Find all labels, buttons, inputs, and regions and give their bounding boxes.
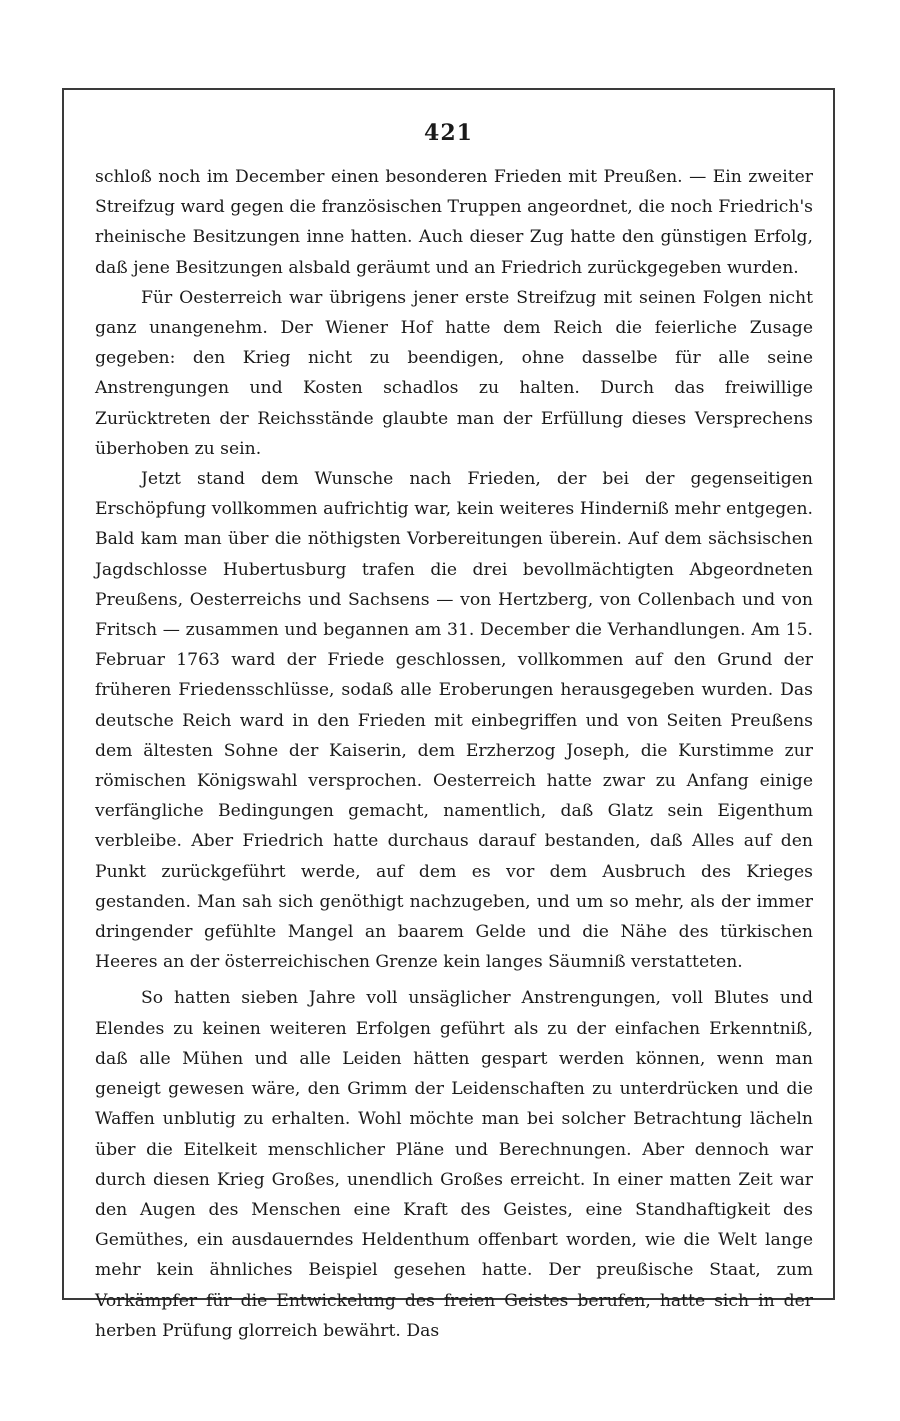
- page-number: 421: [424, 120, 473, 146]
- body-text: [95, 162, 813, 1346]
- paragraph-3: Jetzt stand dem Wunsche nach Frieden, der bei der gegenseitigen Erschöpfung vollkommen aufrichtig war, kein weiteres Hinderniß mehr entgegen. Bald kam man über die nöthigsten Vorbereitungen überein. Auf dem sächsischen Jagdschlosse Hubertusburg trafen die drei bevollmächtigten Abgeordneten Preußens, Oesterreichs und Sachsens — von Hertzberg, von Collenbach und von Fritsch — zusammen und begannen am 31. December die Verhandlungen. Am 15. Februar 1763 ward der Friede geschlossen, vollkommen auf den Grund der früheren Friedensschlüsse, sodaß alle Eroberungen herausgegeben wurden. Das deutsche Reich ward in den Frieden mit einbegriffen und von Seiten Preußens dem ältesten Sohne der Kaiserin, dem Erzherzog Joseph, die Kurstimme zur römischen Königswahl versprochen. Oesterreich hatte zwar zu Anfang einige verfängliche Bedingungen gemacht, namentlich, daß Glatz sein Eigenthum verbleibe. Aber Friedrich hatte durchaus darauf bestanden, daß Alles auf den Punkt zurückgeführt werde, auf dem es vor dem Ausbruch des Krieges gestanden. Man sah sich genöthigt nachzugeben, und um so mehr, als der immer dringender gefühlte Mangel an baarem Gelde und die Nähe des türkischen Heeres an der österreichischen Grenze kein langes Säumniß verstatteten.: [95, 469, 813, 973]
- page-frame: [62, 88, 835, 1341]
- paragraph-1: schloß noch im December einen besonderen Frieden mit Preußen. — Ein zweiter Streifzug ward gegen die französischen Truppen angeordnet, die noch Friedrich's rheinische Besitzungen inne hatten. Auch dieser Zug hatte den günstigen Erfolg, daß jene Besitzungen alsbald geräumt und an Friedrich zurückgegeben wurden.: [95, 167, 813, 278]
- paragraph-2: Für Oesterreich war übrigens jener erste Streifzug mit seinen Folgen nicht ganz unangenehm. Der Wiener Hof hatte dem Reich die feierliche Zusage gegeben: den Krieg nicht zu beendigen, ohne dasselbe für alle seine Anstrengungen und Kosten schadlos zu halten. Durch das freiwillige Zurücktreten der Reichsstände glaubte man der Erfüllung dieses Versprechens überhoben zu sein.: [95, 287, 813, 459]
- paragraph-4: So hatten sieben Jahre voll unsäglicher Anstrengungen, voll Blutes und Elendes zu keinen weiteren Erfolgen geführt als zu der einfachen Erkenntniß, daß alle Mühen und alle Leiden hätten gespart werden können, wenn man geneigt gewesen wäre, den Grimm der Leidenschaften zu unterdrücken und die Waffen unblutig zu erhalten. Wohl möchte man bei solcher Betrachtung lächeln über die Eitelkeit menschlicher Pläne und Berechnungen. Aber dennoch war durch diesen Krieg Großes, unendlich Großes erreicht. In einer matten Zeit war den Augen des Menschen eine Kraft des Geistes, eine Standhaftigkeit des Gemüthes, ein ausdauerndes Heldenthum offenbart worden, wie die Welt lange mehr kein ähnliches Beispiel gesehen hatte. Der preußische Staat, zum Vorkämpfer für die Entwickelung des freien Geistes berufen, hatte sich in der herben Prüfung glorreich bewährt. Das: [95, 988, 813, 1341]
